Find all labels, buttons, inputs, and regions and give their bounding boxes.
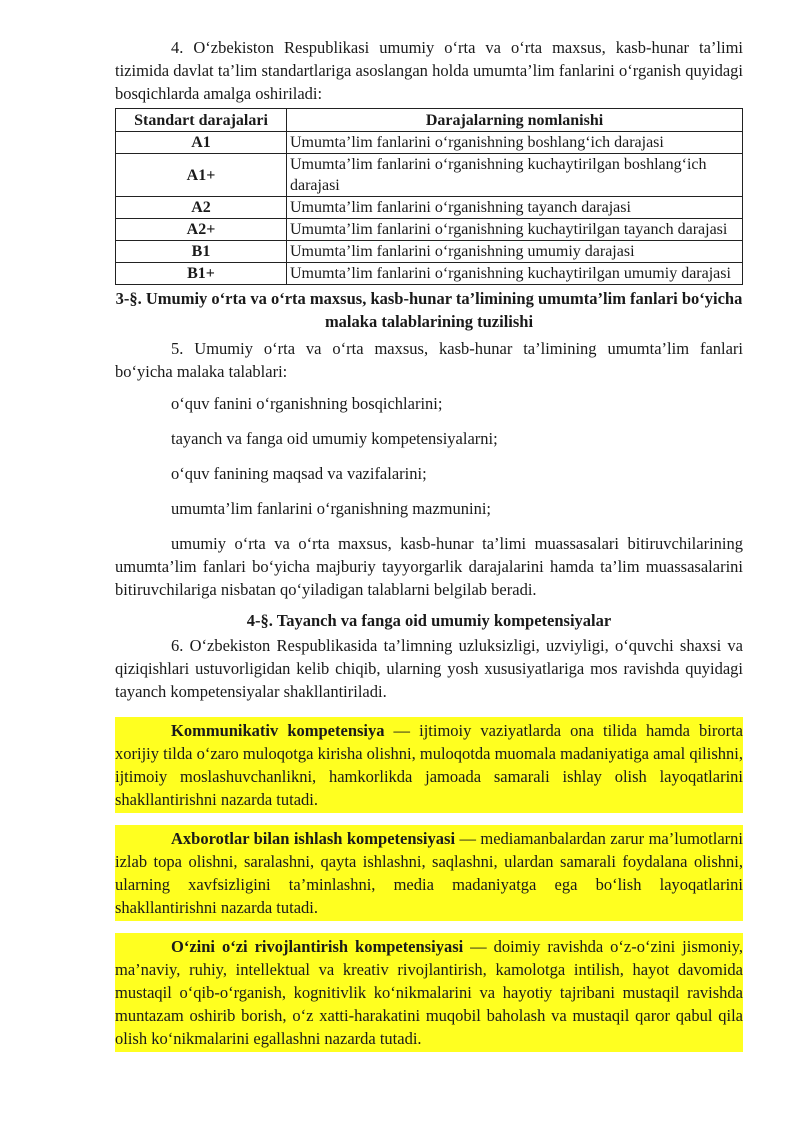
standards-table xyxy=(115,108,743,285)
table-row xyxy=(116,154,743,197)
table-row xyxy=(116,132,743,154)
competency-text: — mediamanbalardan zarur ma’lumotlarni izlab topa olishni, saralashni, qayta ishlashni, saqlashni, ulardan samarali foydalana olishni, ularning xavfsizligini ta’minlashni, media madaniyatga ega bo‘lish layoqatlarini shakllantirishni nazarda tutadi. xyxy=(115,829,743,917)
closing-paragraph: umumiy o‘rta va o‘rta maxsus, kasb-hunar ta’limi muassasalari bitiruvchilarining umumta’lim fanlari bo‘yicha majburiy tayyorgarlik darajalarini hamda ta’lim muassasalarini bitiruvchilariga nisbatan qo‘yiladigan talablarni belgilab beradi. xyxy=(115,534,743,599)
competency-term: O‘zini o‘zi rivojlantirish kompetensiyasi xyxy=(171,937,464,956)
table-row xyxy=(116,219,743,241)
document-page xyxy=(115,36,743,1052)
table-row xyxy=(116,241,743,263)
table-header-levels: Standart darajalari xyxy=(116,109,287,132)
section-3-title: 3-§. Umumiy o‘rta va o‘rta maxsus, kasb-hunar ta’limining umumta’lim fanlari bo‘yicha malaka talablarining tuzilishi xyxy=(115,289,743,331)
level-cell: B1+ xyxy=(116,263,287,285)
level-name-cell: Umumta’lim fanlarini o‘rganishning tayanch darajasi xyxy=(287,197,743,219)
list-item: tayanch va fanga oid umumiy kompetensiyalarni; xyxy=(171,429,498,448)
competency-text: — doimiy ravishda o‘z-o‘zini jismoniy, ma’naviy, ruhiy, intellektual va kreativ rivojlantirish, kamolotga intilish, hayot davomida mustaqil o‘qib-o‘rganish, kognitivlik ko‘nikmalarini va hayotiy tajribani mustaqil ravishda muntazam oshirib borish, o‘z xatti-harakatini muqobil baholash va mustaqil qaror qabul qila olish ko‘nikmalarini egallashni nazarda tutadi. xyxy=(115,937,743,1048)
level-cell: A2 xyxy=(116,197,287,219)
table-header-row xyxy=(116,109,743,132)
table-header-names: Darajalarning nomlanishi xyxy=(287,109,743,132)
level-cell: A1+ xyxy=(116,154,287,197)
competency-information xyxy=(115,825,743,921)
level-name-cell: Umumta’lim fanlarini o‘rganishning kuchaytirilgan umumiy darajasi xyxy=(287,263,743,285)
level-name-cell: Umumta’lim fanlarini o‘rganishning umumiy darajasi xyxy=(287,241,743,263)
level-name-cell: Umumta’lim fanlarini o‘rganishning kuchaytirilgan boshlang‘ich darajasi xyxy=(287,154,743,197)
list-item: o‘quv fanini o‘rganishning bosqichlarini; xyxy=(171,394,443,413)
competency-term: Kommunikativ kompetensiya xyxy=(171,721,385,740)
paragraph-4: 4. O‘zbekiston Respublikasi umumiy o‘rta va o‘rta maxsus, kasb-hunar ta’limi tizimida davlat ta’lim standartlariga asoslangan holda umumta’lim fanlarini o‘rganish quyidagi bosqichlarda amalga oshiriladi: xyxy=(115,38,743,103)
level-cell: A1 xyxy=(116,132,287,154)
competency-term: Axborotlar bilan ishlash kompetensiyasi xyxy=(171,829,456,848)
table-row xyxy=(116,263,743,285)
list-item: o‘quv fanining maqsad va vazifalarini; xyxy=(171,464,427,483)
level-name-cell: Umumta’lim fanlarini o‘rganishning kuchaytirilgan tayanch darajasi xyxy=(287,219,743,241)
paragraph-5: 5. Umumiy o‘rta va o‘rta maxsus, kasb-hunar ta’limining umumta’lim fanlari bo‘yicha malaka talablari: xyxy=(115,339,743,381)
list-item: umumta’lim fanlarini o‘rganishning mazmunini; xyxy=(171,499,492,518)
section-4-title: 4-§. Tayanch va fanga oid umumiy kompetensiyalar xyxy=(246,611,612,630)
paragraph-6: 6. O‘zbekiston Respublikasida ta’limning uzluksizligi, uzviyligi, o‘quvchi shaxsi va qiziqishlari ustuvorligidan kelib chiqib, ularning yosh xususiyatlariga mos ravishda quyidagi tayanch kompetensiyalar shakllantiriladi. xyxy=(115,636,743,701)
competency-text: — ijtimoiy vaziyatlarda ona tilida hamda birorta xorijiy tilda o‘zaro muloqotga kirisha olishni, muloqotda muomala madaniyatiga amal qilishni, ijtimoiy moslashuvchanlikni, hamkorlikda jamoada samarali ishlay olish layoqatlarini shakllantirishni nazarda tutadi. xyxy=(115,721,743,809)
level-cell: B1 xyxy=(116,241,287,263)
level-name-cell: Umumta’lim fanlarini o‘rganishning boshlang‘ich darajasi xyxy=(287,132,743,154)
competency-communicative xyxy=(115,717,743,813)
table-row xyxy=(116,197,743,219)
level-cell: A2+ xyxy=(116,219,287,241)
competency-self-development xyxy=(115,933,743,1052)
